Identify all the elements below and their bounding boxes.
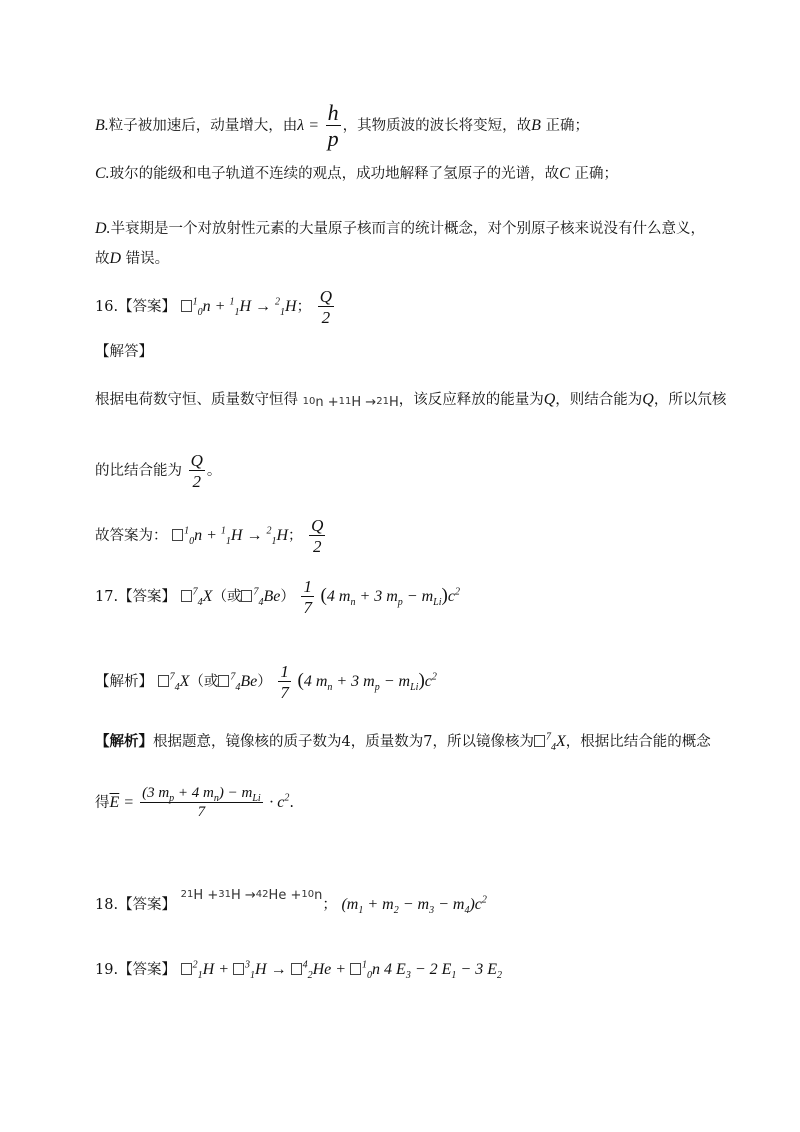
q16-frac: $\frac{Q}{2}$ [319, 287, 332, 327]
q17-analysis-text: 【解析】根据题意，镜像核的质子数为4，质量数为7，所以镜像核为 $^7_4$X，根据比结合能的概念 [95, 731, 711, 754]
item-d-label: D [109, 250, 122, 267]
item-b-label: B [531, 117, 541, 134]
q19-equation: $^2_1$H + $^3_1$H → $^4_2$He + $^1_0$n 4 $E_3 - 2$ $E_1 - 3$ $E_2$ [181, 961, 502, 978]
item-c-text2: 正确； [569, 166, 618, 182]
q17-analysis-nuclide: $^7_4$X [158, 673, 190, 690]
q16-line2-frac: $\frac{Q}{2}$ [190, 451, 203, 491]
q17-mass-expr: (4 $m_n + 3$ $m_p - m_{Li})c^2$ [320, 585, 460, 609]
item-c-text1: 玻尔的能级和电子轨道不连续的观点，成功地解释了氢原子的光谱，故 [109, 166, 560, 182]
q18-img-equation: 2 1 H + 3 1 H → 4 2 He + 1 0 n [180, 887, 323, 903]
q17-result: 得$\overline{E}$ = $\frac{(3 m_p + 4 m_n) - m_{Li}}{7}$ · $c^2$. [95, 785, 294, 820]
q17-analysis-expr: (4 $m_n + 3$ $m_p - m_{Li})c^2$ [297, 670, 437, 694]
item-b [95, 102, 710, 150]
q17-result-frac: $\frac{(3 m_p + 4 m_n) - m_{Li}}{7}$ [142, 785, 261, 820]
q18-answer: 18.【答案】 2 1 H + 3 1 H → 4 2 He + 1 0 n； $(m_1 + m_2 - m_3 - m_4)c^2$ [95, 887, 487, 917]
item-d-text1: 半衰期是一个对放射性元素的大量原子核而言的统计概念，对个别原子核来说没有什么意义，故 [95, 221, 706, 267]
item-d-prefix: D. [95, 220, 111, 237]
q16-explain-tag: 【解答】 [95, 344, 153, 360]
item-b-text2: ，其物质波的波长将变短，故 [342, 118, 532, 134]
q16-equation: $^1_0$n + $^1_1$H → $^2_1$H [181, 298, 297, 315]
q17-frac: $\frac{1}{7}$ [303, 577, 312, 617]
item-b-text1: 粒子被加速后，动量增大，由 [108, 118, 298, 134]
q17-answer: 17.【答案】 $^7_4$X（或 $^7_4$Be） $\frac{1}{7}$ (4 $m_n + 3$ $m_p - m_{Li})c^2$ [95, 577, 460, 617]
q16-final-equation: $^1_0$n + $^1_1$H → $^2_1$H [172, 527, 288, 544]
q16-answer: 16.【答案】 $^1_0$n + $^1_1$H → $^2_1$H； $\frac{Q}{2}$ [95, 287, 332, 327]
q16-img-equation: 1 0 n + 1 1 H → 2 1 H [302, 394, 399, 410]
q17-analysis-frac: $\frac{1}{7}$ [280, 662, 289, 702]
lambda-lhs: λ = [297, 117, 320, 134]
item-c-label: C [559, 165, 570, 182]
item-d [95, 214, 710, 274]
q16-final-frac: $\frac{Q}{2}$ [311, 516, 324, 556]
item-b-prefix: B. [95, 117, 109, 134]
q16-line2: 的比结合能为 $\frac{Q}{2}$ 。 [95, 451, 222, 491]
q16-explain: 根据电荷数守恒、质量数守恒得 1 0 n + 1 1 H → 2 1 H，该反应释放的能量为Q，则结合能为Q，所以氘核 [95, 391, 727, 410]
q17-answer-nuclide: $^7_4$X [181, 588, 213, 605]
item-b-text3: 正确； [540, 118, 590, 134]
item-d-text2: 错误。 [121, 251, 170, 267]
item-c-prefix: C. [95, 165, 110, 182]
q16-final: 故答案为： $^1_0$n + $^1_1$H → $^2_1$H； $\frac{Q}{2}$ [95, 516, 324, 556]
q16-answer-tag: 【答案】 [118, 299, 177, 315]
q18-energy-expr: $(m_1 + m_2 - m_3 - m_4)c^2$ [341, 894, 487, 917]
h-over-p: $\frac{h}{p}$ [327, 100, 339, 151]
q19-answer: 19.【答案】 $^2_1$H + $^3_1$H → $^4_2$He + $^1_0$n 4 $E_3 - 2$ $E_1 - 3$ $E_2$ [95, 959, 502, 982]
q17-analysis: 【解析】 $^7_4$X（或 $^7_4$Be） $\frac{1}{7}$ (4 $m_n + 3$ $m_p - m_{Li})c^2$ [95, 662, 437, 702]
item-c [95, 166, 710, 182]
q16-number: 16. [95, 299, 119, 315]
